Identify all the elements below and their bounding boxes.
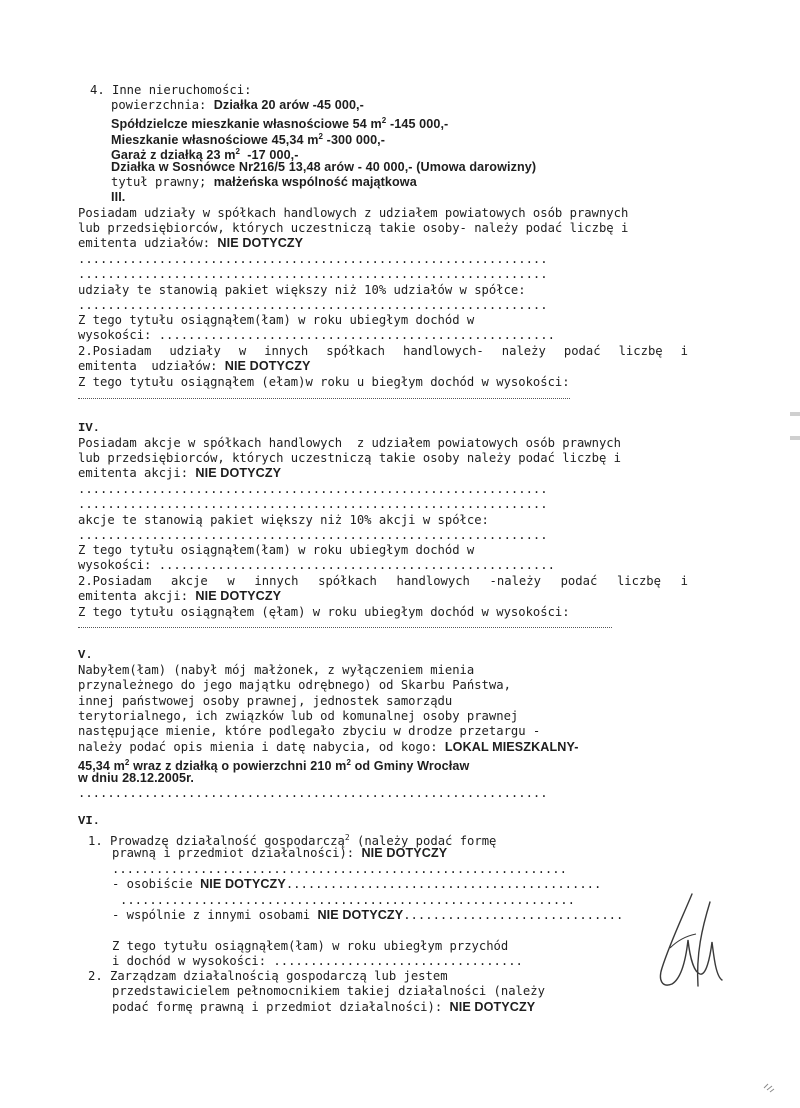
s5-l7-a: 45,34 m xyxy=(78,759,125,774)
s6-joint-value: NIE DOTYCZY xyxy=(317,908,404,922)
roman-iii: III. xyxy=(111,190,126,204)
s3-p2: lub przedsiębiorców, których uczestniczą takie osoby- należy podać liczbę i xyxy=(78,221,629,235)
scan-edge-mark xyxy=(790,436,800,440)
s6-dots2: .............................................................. xyxy=(120,893,575,907)
garage-sup: 2 xyxy=(235,147,241,156)
s3-p5-text: emitenta udziałów: xyxy=(78,359,225,373)
s4-dots2: ................................................................ xyxy=(78,497,548,511)
s5-l3: innej państwowej osoby prawnej, jednostek samorządu xyxy=(78,694,453,708)
s5-l5: następujące mienie, które podlegało zbyciu w drodze przetargu - xyxy=(78,724,541,738)
s3-dots2: ................................................................ xyxy=(78,267,548,281)
garage-a: Garaż z działką 23 m xyxy=(111,148,236,163)
s6-inc1: Z tego tytułu osiągnąłem(łam) w roku ubiegłym przychód xyxy=(112,939,509,953)
s6-personal-label: - osobiście xyxy=(112,877,201,891)
s6-i2a: 2. Zarządzam działalnością gospodarczą lub jestem xyxy=(88,969,448,983)
coop-a: Spółdzielcze mieszkanie własnościowe 54 m xyxy=(111,117,382,132)
s3-p1: Posiadam udziały w spółkach handlowych z udziałem powiatowych osób prawnych xyxy=(78,206,629,220)
s6-joint-label: - wspólnie z innymi osobami xyxy=(112,908,318,922)
s3-income3: Z tego tytułu osiągnąłem (ełam)w roku u biegłym dochód w wysokości: xyxy=(78,375,570,389)
s5-l7-e: od Gminy Wrocław xyxy=(351,759,470,774)
legal-title-line xyxy=(111,175,417,190)
s5-l6 xyxy=(78,740,579,755)
s5-l7-sup2: 2 xyxy=(346,758,352,767)
s5-l1: Nabyłem(łam) (nabył mój małżonek, z wyłączeniem mienia xyxy=(78,663,475,677)
area-label: powierzchnia: xyxy=(111,98,214,112)
s6-joint-dots: .............................. xyxy=(403,908,624,922)
s5-l8: w dniu 28.12.2005r. xyxy=(78,771,195,785)
legal-title-label: tytuł prawny; xyxy=(111,175,214,189)
s6-i1c xyxy=(112,846,447,861)
s6-i2c xyxy=(112,1000,535,1015)
s4-p5-text: emitenta akcji: xyxy=(78,589,196,603)
s4-shares-pct: akcje te stanowią pakiet większy niż 10% akcji w spółce: xyxy=(78,513,489,527)
coop-c: -145 000,- xyxy=(386,117,449,132)
s3-p5 xyxy=(78,359,311,374)
s6-i2b: przedstawicielem pełnomocnikiem takiej działalności (należy xyxy=(112,984,545,998)
s5-l6-text: należy podać opis mienia i datę nabycia, od kogo: xyxy=(78,740,445,754)
garage-c: -17 000,- xyxy=(240,148,299,163)
roman-iv: IV. xyxy=(78,421,100,435)
section4-head: 4. Inne nieruchomości: xyxy=(90,83,252,97)
s6-i1-text: 1. Prowadzę działalność gospodarczą xyxy=(88,834,345,849)
roman-vi: VI. xyxy=(78,814,100,828)
handwritten-signature-icon xyxy=(652,888,732,1000)
flat-a: Mieszkanie własnościowe 45,34 m xyxy=(111,133,319,148)
s6-i1-rest: (należy podać formę xyxy=(349,834,497,849)
s4-p5-value: NIE DOTYCZY xyxy=(195,589,282,603)
s3-p4: 2.Posiadam udziały w innych spółkach handlowych- należy podać liczbę i xyxy=(78,344,688,358)
s4-underline xyxy=(78,627,612,628)
s5-l6-value: LOKAL MIESZKALNY- xyxy=(444,740,579,754)
scan-speck-icon xyxy=(762,1080,776,1094)
flat-c: -300 000,- xyxy=(323,133,386,148)
s6-personal-dots: ........................................... xyxy=(285,877,602,891)
s3-income1: Z tego tytułu osiągnąłem(łam) w roku ubiegłym dochód w xyxy=(78,313,475,327)
coop-sup: 2 xyxy=(381,116,387,125)
s6-dots1: .............................................................. xyxy=(112,862,567,876)
s6-personal-value: NIE DOTYCZY xyxy=(200,877,286,891)
s4-p4: 2.Posiadam akcje w innych spółkach handlowych -należy podać liczbę i xyxy=(78,574,688,588)
s6-i2c-text: podać formę prawną i przedmiot działalności): xyxy=(112,1000,450,1014)
scan-edge-mark xyxy=(790,412,800,416)
s4-dots3: ................................................................ xyxy=(78,528,548,542)
s5-dots: ................................................................ xyxy=(78,786,548,800)
s6-i1-sup: 2 xyxy=(344,833,350,842)
s4-p3-text: emitenta akcji: xyxy=(78,466,196,480)
roman-v: V. xyxy=(78,648,93,662)
s3-shares-pct: udziały te stanowią pakiet większy niż 10% udziałów w spółce: xyxy=(78,283,526,297)
s6-joint xyxy=(112,908,623,923)
s3-dots1: ................................................................ xyxy=(78,252,548,266)
s4-p5 xyxy=(78,589,281,604)
s3-p5-value: NIE DOTYCZY xyxy=(224,359,311,373)
s4-dots1: ................................................................ xyxy=(78,482,548,496)
flat-sup: 2 xyxy=(318,132,324,141)
s6-i1c-value: NIE DOTYCZY xyxy=(361,846,448,860)
s3-p3-text: emitenta udziałów: xyxy=(78,236,218,250)
s4-p1: Posiadam akcje w spółkach handlowych z udziałem powiatowych osób prawnych xyxy=(78,436,621,450)
s6-personal xyxy=(112,877,601,892)
s5-l4: terytorialnego, ich związków lub od komunalnej osoby prawnej xyxy=(78,709,519,723)
s3-dots3: ................................................................ xyxy=(78,298,548,312)
s6-i2c-value: NIE DOTYCZY xyxy=(449,1000,536,1014)
s4-income2: wysokości: ...................................................... xyxy=(78,558,555,572)
area-line xyxy=(111,98,364,113)
area-value: Działka 20 arów -45 000,- xyxy=(213,98,364,112)
legal-title-value: małżeńska wspólność majątkowa xyxy=(213,175,417,189)
s5-l7-c: wraz z działką o powierzchni 210 m xyxy=(129,759,347,774)
s3-income2: wysokości: ...................................................... xyxy=(78,328,555,342)
s5-l7-sup1: 2 xyxy=(124,758,130,767)
s4-income3: Z tego tytułu osiągnąłem (ęłam) w roku ubiegłym dochód w wysokości: xyxy=(78,605,570,619)
s5-l2: przynależnego do jego majątku odrębnego) od Skarbu Państwa, xyxy=(78,678,511,692)
s6-inc2: i dochód w wysokości: .................................. xyxy=(112,954,523,968)
s4-p3 xyxy=(78,466,281,481)
s3-p3 xyxy=(78,236,303,251)
s4-income1: Z tego tytułu osiągnąłem(łam) w roku ubiegłym dochód w xyxy=(78,543,475,557)
s3-underline xyxy=(78,398,570,399)
s4-p3-value: NIE DOTYCZY xyxy=(195,466,282,480)
s4-p2: lub przedsiębiorców, których uczestniczą takie osoby należy podać liczbę i xyxy=(78,451,621,465)
s3-p3-value: NIE DOTYCZY xyxy=(217,236,304,250)
plot-line: Działka w Sosnówce Nr216/5 13,48 arów - 40 000,- (Umowa darowizny) xyxy=(111,160,537,174)
s6-i1c-text: prawną i przedmiot działalności): xyxy=(112,846,362,860)
